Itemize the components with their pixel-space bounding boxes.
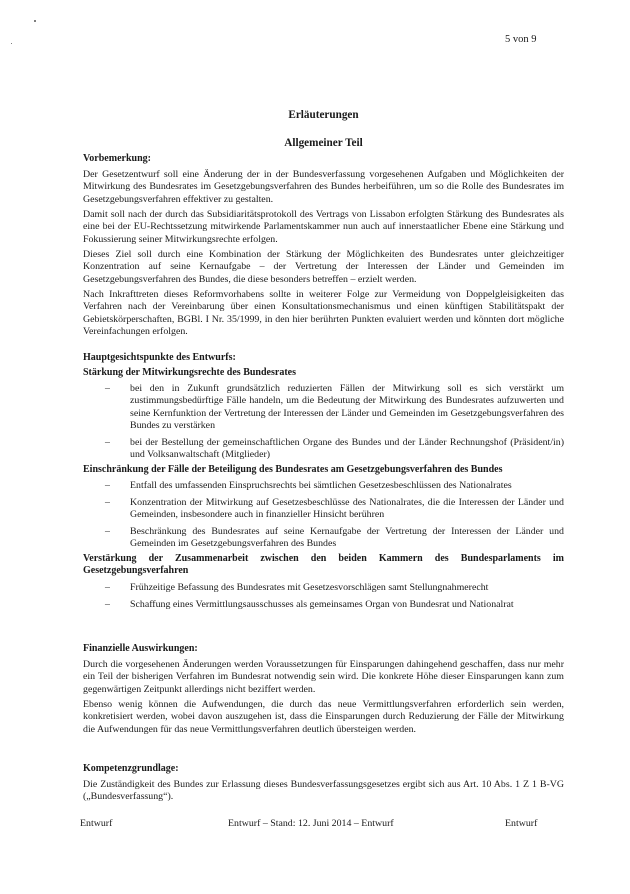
scan-speck	[34, 20, 36, 22]
page-number: 5 von 9	[505, 34, 537, 45]
paragraph: Nach Inkrafttreten dieses Reformvorhabens sollte in weiterer Folge zur Vermeidung von Doppelgleisigkeiten das Verfahren nach der Vereinbarung über einen Konsultationsmechanismus und einen künftigen Stabilitätspakt der Gebietskörperschaften, BGBl. I Nr. 35/1999, in den hier berührten Punkten evaluiert werden und könnten dort mögliche Vereinfachungen erfolgen.	[83, 289, 564, 337]
list-item-text: Konzentration der Mitwirkung auf Gesetzesbeschlüsse des Nationalrates, die die Interessen der Länder und Gemeinden, insbesondere auch in finanzieller Hinsicht berühren	[130, 497, 564, 521]
footer-center: Entwurf – Stand: 12. Juni 2014 – Entwurf	[228, 818, 394, 829]
list-item-text: bei den in Zukunft grundsätzlich reduzierten Fällen der Mitwirkung soll es sich verstärkt um zustimmungsbedürftige Fälle handeln, um die Bedeutung der Mitwirkung des Bundesrates aufzuwerten und seine Kernfunktion der Vertretung der Interessen der Länder und Gemeinden im Gesetzgebungsverfahren des Bundes zu verstärken	[130, 383, 564, 431]
section-heading-hauptgesichtspunkte: Hauptgesichtspunkte des Entwurfs:	[83, 352, 236, 363]
list-item-text: Schaffung eines Vermittlungsausschusses als gemeinsames Organ von Bundesrat und Nationalrat	[130, 599, 514, 610]
paragraph: Dieses Ziel soll durch eine Kombination der Stärkung der Möglichkeiten des Bundesrates unter gleichzeitiger Konzentration auf seine Kernaufgabe – der Vertretung der Interessen der Länder und Gemeinden im Gesetzgebungsverfahren des Bundes, die diese besonders betreffen – erzielt werden.	[83, 249, 564, 285]
section-heading-vorbemerkung: Vorbemerkung:	[83, 153, 151, 164]
list-item-text: bei der Bestellung der gemeinschaftlichen Organe des Bundes und der Länder Rechnungshof (Präsident/in) und Volksanwaltschaft (Mitglieder)	[130, 437, 564, 461]
paragraph: Ebenso wenig können die Aufwendungen, die durch das neue Vermittlungsverfahren erforderlich sein werden, konkretisiert werden, wobei davon auszugehen ist, dass die Einsparungen durch Reduzierung der Fälle der Mitwirkung die Aufwendungen für das neue Vermittlungsverfahren deutlich übersteigen werden.	[83, 699, 564, 735]
section-heading-finanzielle-auswirkungen: Finanzielle Auswirkungen:	[83, 643, 198, 654]
dash-bullet: –	[105, 480, 110, 491]
dash-bullet: –	[105, 599, 110, 610]
paragraph: Damit soll nach der durch das Subsidiaritätsprotokoll des Vertrags von Lissabon erfolgten Stärkung des Bundesrates als eine bei der EU-Rechtssetzung mitwirkende Parlamentskammer nun auch auf innerstaatlicher Ebene eine Stärkung und Fokussierung seiner Mitwirkungsrechte erfolgen.	[83, 209, 564, 245]
paragraph: Durch die vorgesehenen Änderungen werden Voraussetzungen für Einsparungen dahingehend geschaffen, dass nur mehr ein Teil der bisherigen Verfahren im Bundesrat notwendig sein wird. Die konkrete Höhe dieser Einsparungen kann zum gegenwärtigen Zeitpunkt allerdings nicht beziffert werden.	[83, 659, 564, 695]
document-title: Erläuterungen	[288, 109, 359, 121]
dash-bullet: –	[105, 437, 110, 448]
dash-bullet: –	[105, 383, 110, 394]
paragraph: Die Zuständigkeit des Bundes zur Erlassung dieses Bundesverfassungsgesetzes ergibt sich aus Art. 10 Abs. 1 Z 1 B-VG („Bundesverfassung“).	[83, 779, 564, 803]
section-heading-kompetenzgrundlage: Kompetenzgrundlage:	[83, 763, 179, 774]
subsection-heading: Einschränkung der Fälle der Beteiligung des Bundesrates am Gesetzgebungsverfahren des Bundes	[83, 464, 503, 475]
footer-right: Entwurf	[505, 818, 538, 829]
subsection-heading: Stärkung der Mitwirkungsrechte des Bundesrates	[83, 367, 296, 378]
dash-bullet: –	[105, 497, 110, 508]
list-item-text: Frühzeitige Befassung des Bundesrates mit Gesetzesvorschlägen samt Stellungnahmerecht	[130, 582, 489, 593]
paragraph: Der Gesetzentwurf soll eine Änderung der in der Bundesverfassung vorgesehenen Aufgaben und Möglichkeiten der Mitwirkung des Bundesrates im Gesetzgebungsverfahren des Bundes herbeiführen, um so die Rolle des Bundesrates im Gesetzgebungsverfahren effektiver zu gestalten.	[83, 169, 564, 205]
subsection-heading: Verstärkung der Zusammenarbeit zwischen den beiden Kammern des Bundesparlaments im Gesetzgebungsverfahren	[83, 553, 564, 577]
list-item-text: Entfall des umfassenden Einspruchsrechts bei sämtlichen Gesetzesbeschlüssen des Nationalrates	[130, 480, 512, 491]
list-item-text: Beschränkung des Bundesrates auf seine Kernaufgabe der Vertretung der Interessen der Länder und Gemeinden im Gesetzgebungsverfahren des Bundes	[130, 526, 564, 550]
document-subtitle: Allgemeiner Teil	[284, 137, 363, 149]
footer-left: Entwurf	[80, 818, 113, 829]
scan-speck	[11, 43, 12, 44]
dash-bullet: –	[105, 582, 110, 593]
dash-bullet: –	[105, 526, 110, 537]
